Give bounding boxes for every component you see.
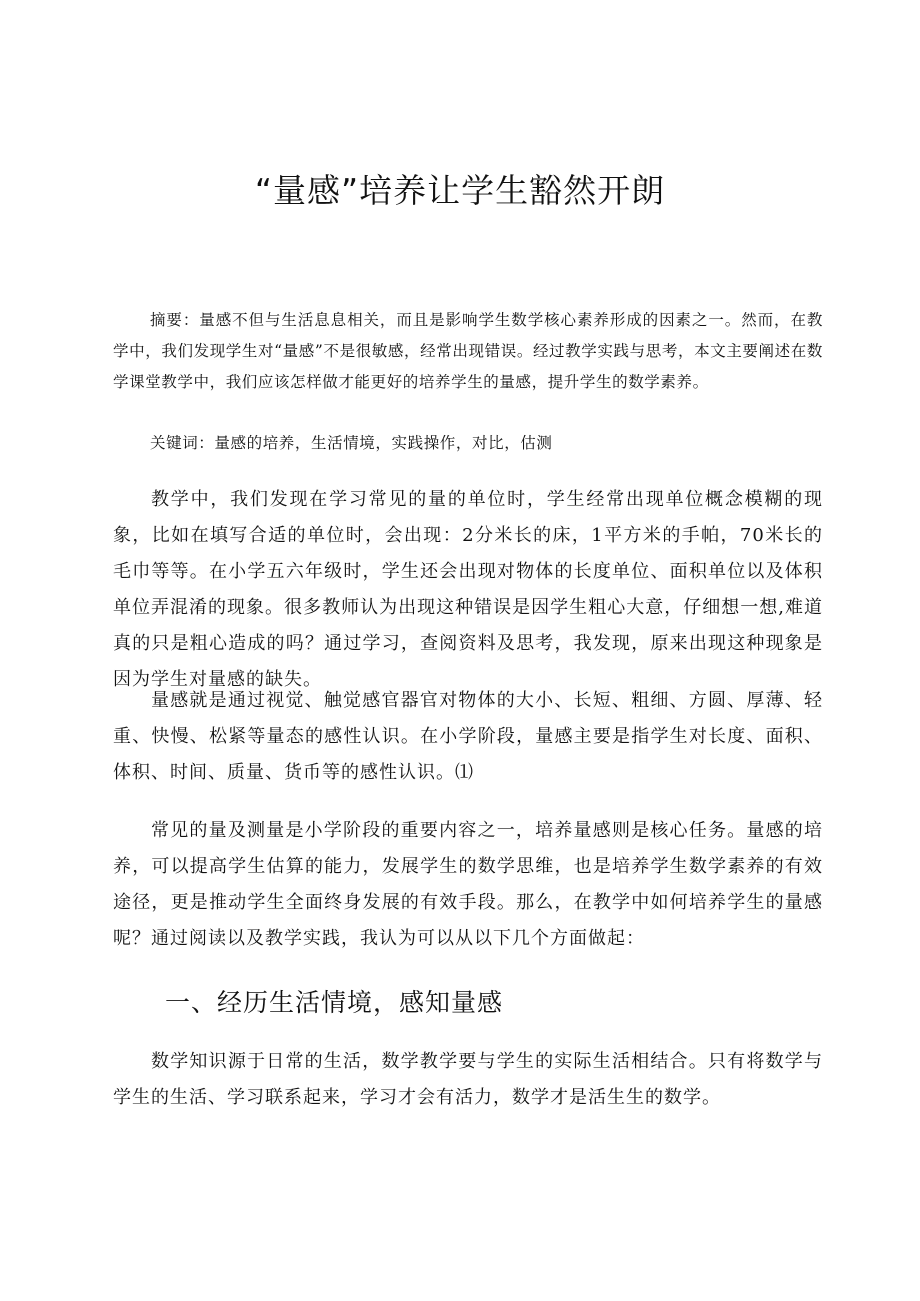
body-paragraph-4: 数学知识源于日常的生活，数学教学要与学生的实际生活相结合。只有将数学与学生的生活、学习联系起来，学习才会有活力，数学才是活生生的数学。 bbox=[113, 1051, 823, 1108]
page-title: “量感”培养让学生豁然开朗 bbox=[254, 171, 666, 210]
abstract-paragraph: 摘要：量感不但与生活息息相关，而且是影响学生数学核心素养形成的因素之一。然而，在教学中，我们发现学生对“量感”不是很敏感，经常出现错误。经过教学实践与思考，本文主要阐述在数学课堂教学中，我们应该怎样做才能更好的培养学生的量感，提升学生的数学素养。 bbox=[113, 311, 823, 391]
section-heading: 一、经历生活情境，感知量感 bbox=[165, 988, 504, 1017]
body-paragraph-3: 常见的量及测量是小学阶段的重要内容之一，培养量感则是核心任务。量感的培养，可以提高学生估算的能力，发展学生的数学思维，也是培养学生数学素养的有效途径，更是推动学生全面终身发展的有效手段。那么，在教学中如何培养学生的量感呢？通过阅读以及教学实践，我认为可以从以下几个方面做起： bbox=[113, 820, 823, 949]
body-paragraph-1: 教学中，我们发现在学习常见的量的单位时，学生经常出现单位概念模糊的现象，比如在填写合适的单位时，会出现：2分米长的床，1平方米的手帕，70米长的毛巾等等。在小学五六年级时，学生还会出现对物体的长度单位、面积单位以及体积单位弄混淆的现象。很多教师认为出现这种错误是因学生粗心大意，仔细想一想,难道真的只是粗心造成的吗？通过学习，查阅资料及思考，我发现，原来出现这种现象是因为学生对量感的缺失。 bbox=[113, 489, 823, 690]
body-paragraph-2: 量感就是通过视觉、触觉感官器官对物体的大小、长短、粗细、方圆、厚薄、轻重、快慢、松紧等量态的感性认识。在小学阶段，量感主要是指学生对长度、面积、体积、时间、质量、货币等的感性认识。⑴ bbox=[113, 690, 823, 783]
keywords-paragraph: 关键词：量感的培养，生活情境，实践操作，对比，估测 bbox=[150, 434, 553, 452]
